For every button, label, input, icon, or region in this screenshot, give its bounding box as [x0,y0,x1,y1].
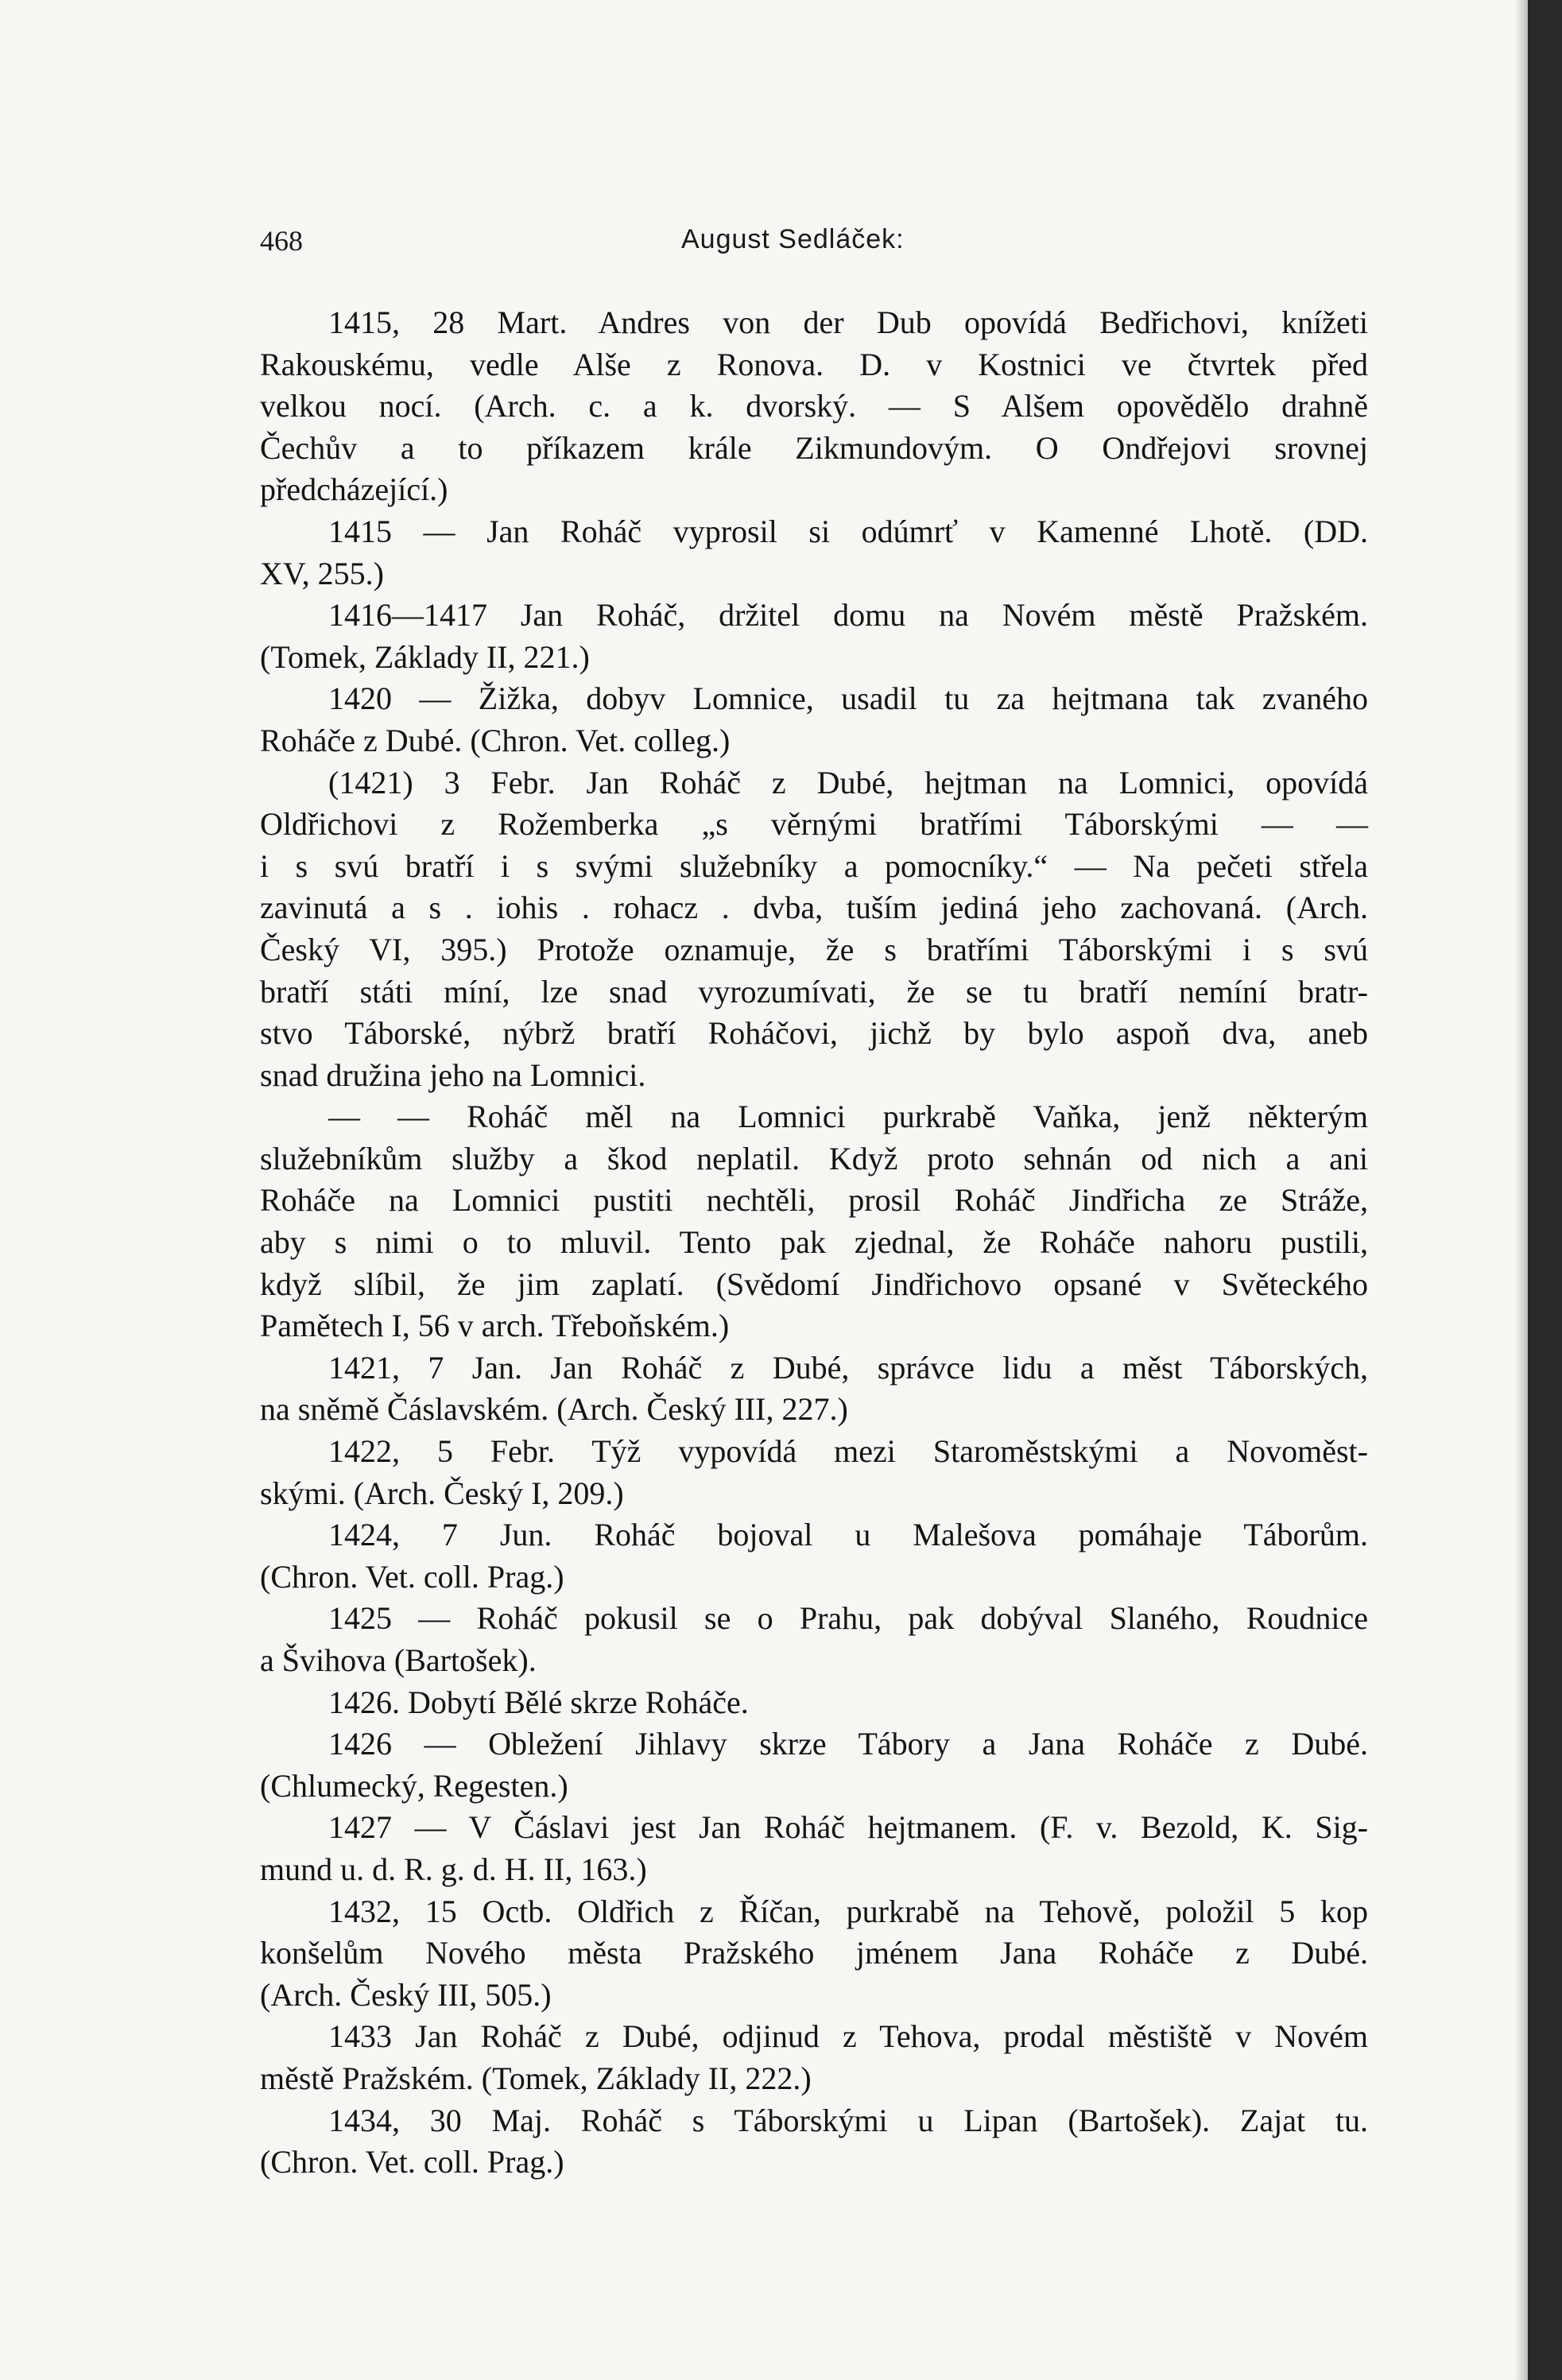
text-line: 1425 — Roháč pokusil se o Prahu, pak dobýval Slaného, Roudnice [328,1600,1368,1637]
text-line: Čechův a to příkazem krále Zikmundovým. O Ondřejovi srovnej [260,429,1368,466]
text-line: 1422, 5 Febr. Týž vypovídá mezi Staroměstskými a Novoměst- [328,1433,1368,1470]
text-line: 1427 — V Čáslavi jest Jan Roháč hejtmanem. (F. v. Bezold, K. Sig- [328,1809,1368,1846]
text-line: služebníkům služby a škod neplatil. Když proto sehnán od nich a ani [260,1140,1368,1176]
text-line: XV, 255.) [260,555,384,591]
text-line: (Tomek, Základy II, 221.) [260,638,590,675]
text-line: 1420 — Žižka, dobyv Lomnice, usadil tu za hejtmana tak zvaného [328,680,1368,717]
text-line: skými. (Arch. Český I, 209.) [260,1475,624,1511]
text-line: i s svú bratří i s svými služebníky a pomocníky.“ — Na pečeti střela [260,847,1368,884]
text-line: snad družina jeho na Lomnici. [260,1056,646,1093]
text-line: (Chlumecký, Regesten.) [260,1767,568,1804]
text-line: Český VI, 395.) Protože oznamuje, že s bratřími Táborskými i s svú [260,931,1368,967]
text-line: Oldřichovi z Rožemberka „s věrnými bratřími Táborskými — — [260,806,1368,843]
page-number: 468 [260,225,303,257]
text-line: městě Pražském. (Tomek, Základy II, 222.) [260,2060,812,2096]
text-line: 1434, 30 Maj. Roháč s Táborskými u Lipan (Bartošek). Zajat tu. [328,2102,1368,2138]
running-head [260,224,1368,264]
text-line: na sněmě Čáslavském. (Arch. Český III, 227.) [260,1391,848,1428]
text-line: konšelům Nového města Pražského jménem Jana Roháče z Dubé. [260,1935,1368,1971]
body-text [260,302,1368,2184]
text-line: 1433 Jan Roháč z Dubé, odjinud z Tehova, prodal městiště v Novém [328,2018,1368,2055]
text-line: 1416—1417 Jan Roháč, držitel domu na Novém městě Pražském. [328,597,1368,634]
text-line: a Švihova (Bartošek). [260,1642,537,1678]
text-line: (Chron. Vet. coll. Prag.) [260,2144,564,2180]
text-line: (Chron. Vet. coll. Prag.) [260,1558,564,1595]
text-line: 1426 — Obležení Jihlavy skrze Tábory a Jana Roháče z Dubé. [328,1726,1368,1762]
text-line: Roháče na Lomnici pustiti nechtěli, prosil Roháč Jindřicha ze Stráže, [260,1182,1368,1219]
text-line: zavinutá a s . iohis . rohacz . dvba, tuším jediná jeho zachovaná. (Arch. [260,890,1368,926]
text-line: bratří státi míní, lze snad vyrozumívati, že se tu bratří nemíní bratr- [260,973,1368,1010]
text-line: 1426. Dobytí Bělé skrze Roháče. [328,1684,749,1720]
text-line: (Arch. Český III, 505.) [260,1976,552,2013]
running-head-title: August Sedláček: [681,224,905,254]
text-line: když slíbil, že jim zaplatí. (Svědomí Jindřichovo opsané v Světeckého [260,1266,1368,1302]
text-line: (1421) 3 Febr. Jan Roháč z Dubé, hejtman na Lomnici, opovídá [328,764,1368,800]
text-line: 1432, 15 Octb. Oldřich z Říčan, purkrabě na Tehově, položil 5 kop [328,1893,1368,1929]
text-line: stvo Táborské, nýbrž bratří Roháčovi, jichž by bylo aspoň dva, aneb [260,1015,1368,1052]
text-line: aby s nimi o to mluvil. Tento pak zjednal, že Roháče nahoru pustili, [260,1224,1368,1261]
text-line: 1424, 7 Jun. Roháč bojoval u Malešova pomáhaje Táborům. [328,1517,1368,1553]
text-line: 1415, 28 Mart. Andres von der Dub opovídá Bedřichovi, knížeti [328,304,1368,340]
text-line: Roháče z Dubé. (Chron. Vet. colleg.) [260,722,731,758]
text-line: Rakouskému, vedle Alše z Ronova. D. v Kostnici ve čtvrtek před [260,346,1368,382]
text-line: Pamětech I, 56 v arch. Třeboňském.) [260,1308,730,1344]
text-line: 1421, 7 Jan. Jan Roháč z Dubé, správce lidu a měst Táborských, [328,1349,1368,1386]
text-line: — — Roháč měl na Lomnici purkrabě Vaňka, jenž některým [328,1099,1368,1135]
page-edge-shadow [1514,0,1528,2380]
text-line: 1415 — Jan Roháč vyprosil si odúmrť v Kamenné Lhotě. (DD. [328,513,1368,549]
text-line: předcházející.) [260,471,448,508]
text-line: velkou nocí. (Arch. c. a k. dvorský. — S Alšem opovědělo drahně [260,388,1368,424]
text-line: mund u. d. R. g. d. H. II, 163.) [260,1851,647,1887]
